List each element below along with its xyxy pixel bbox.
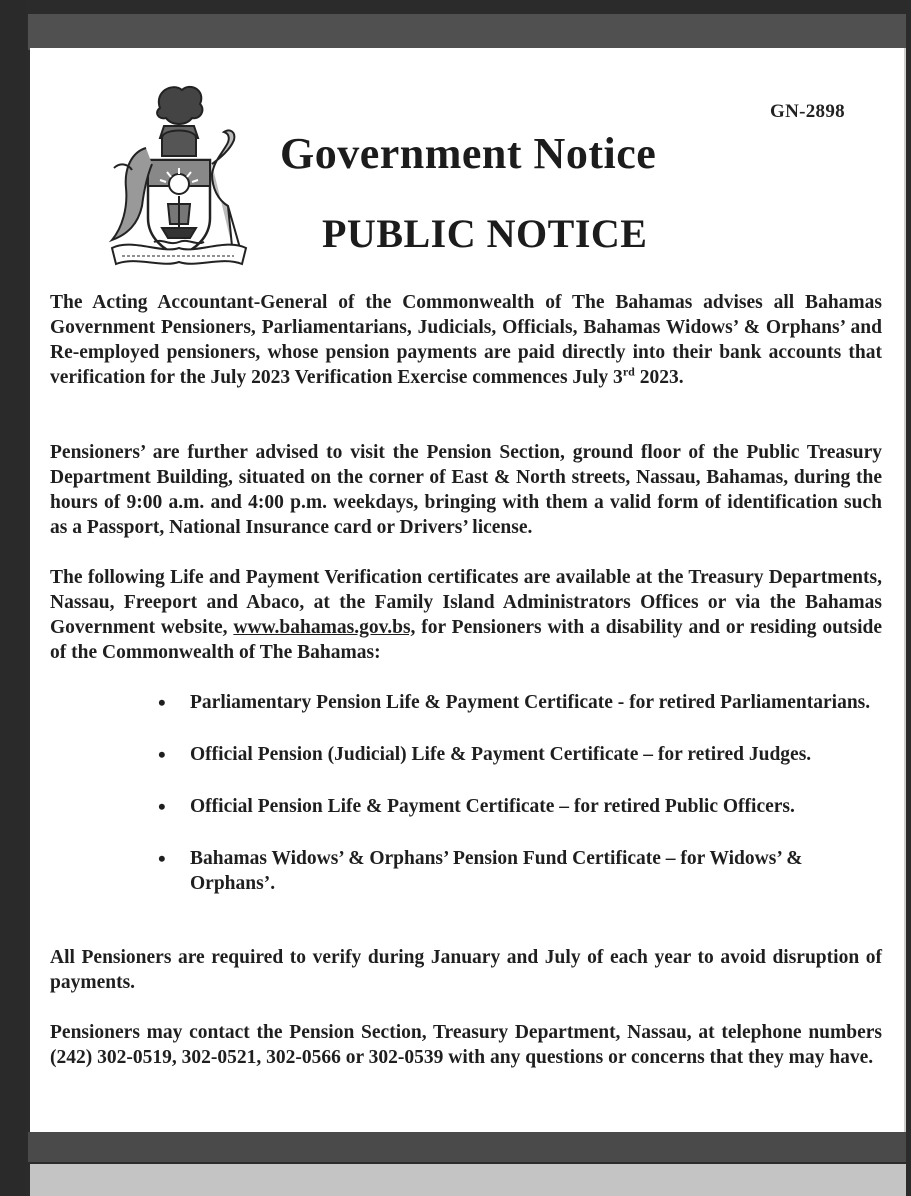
- paragraph-verify-schedule: All Pensioners are required to verify during January and July of each year to avoid disruption of payments.: [50, 947, 882, 993]
- frame-bottom-band: [28, 1132, 906, 1162]
- page-title: Government Notice: [280, 129, 657, 178]
- paragraph-text: 2023.: [634, 367, 684, 388]
- ordinal-suffix: rd: [622, 364, 635, 379]
- list-item: • Official Pension Life & Payment Certificate – for retired Public Officers.: [158, 794, 888, 819]
- paragraph-text: The Acting Accountant-General of the Commonwealth of The Bahamas advises all Bahamas Government Pensioners, Parliamentarians, Judicials, Officials, Bahamas Widows’ & Orphans’ and Re-employed pensioners, whose pension payments are paid directly into their bank accounts that verification for the July 2023 Verification Exercise commences July 3: [50, 292, 882, 388]
- paragraph-text: for Pensioners with a disability and or residing outside of the Commonwealth of The Bahamas:: [50, 617, 882, 663]
- notice-document: [30, 48, 906, 1132]
- certificates-list: [158, 690, 888, 896]
- list-item: • Parliamentary Pension Life & Payment Certificate - for retired Parliamentarians.: [158, 690, 888, 715]
- paragraph-verification-intro: [50, 290, 882, 390]
- paragraph-text: The following Life and Payment Verification certificates are available at the Treasury Departments, Nassau, Freeport and Abaco, at the Family Island Administrators Offices or via the Bahamas Government website,: [50, 567, 882, 638]
- notice-code: GN-2898: [770, 101, 845, 122]
- paragraph-certificates-availability: [50, 565, 882, 665]
- list-item: • Bahamas Widows’ & Orphans’ Pension Fund Certificate – for Widows’ & Orphans’.: [158, 846, 888, 896]
- paragraph-visit-instructions: Pensioners’ are further advised to visit the Pension Section, ground floor of the Public Treasury Department Building, situated on the corner of East & North streets, Nassau, Bahamas, during the hours of 9:00 a.m. and 4:00 p.m. weekdays, bringing with them a valid form of identification such as a Passport, National Insurance card or Drivers’ license.: [50, 442, 882, 538]
- paragraph-contact-info: Pensioners may contact the Pension Section, Treasury Department, Nassau, at telephone numbers (242) 302-0519, 302-0521, 302-0566 or 302-0539 with any questions or concerns that they may have.: [50, 1022, 882, 1068]
- window-left-edge: [0, 0, 26, 1196]
- notice-subtitle: PUBLIC NOTICE: [322, 211, 648, 256]
- frame-top-band: [28, 14, 906, 50]
- list-item: • Official Pension (Judicial) Life & Payment Certificate – for retired Judges.: [158, 742, 888, 767]
- bahamas-coat-of-arms-icon: [102, 78, 254, 270]
- footer-strip: [30, 1164, 906, 1196]
- website-link[interactable]: www.bahamas.gov.bs,: [233, 617, 416, 638]
